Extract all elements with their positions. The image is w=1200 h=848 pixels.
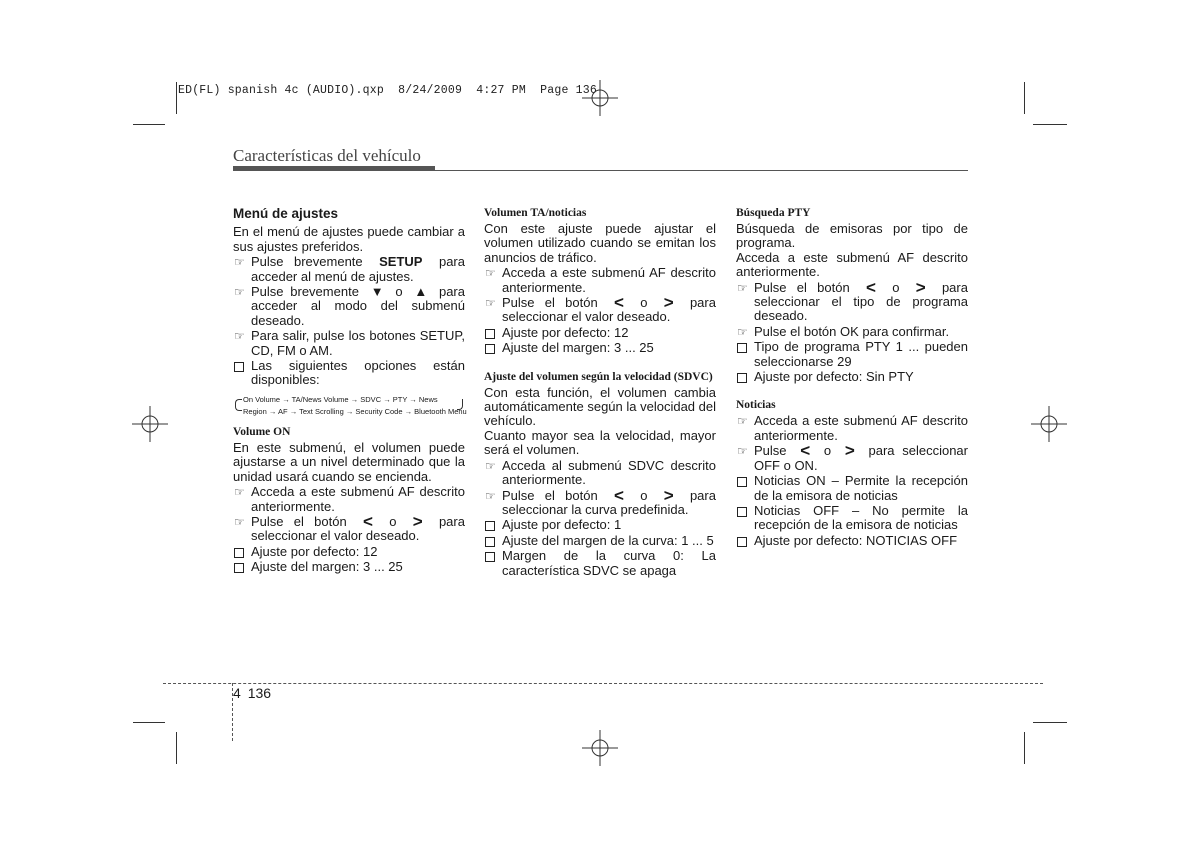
page-number-value: 136 — [247, 685, 272, 701]
checkbox-icon — [485, 552, 495, 562]
subsection-heading: Ajuste del volumen según la velocidad (SDVC) — [484, 370, 713, 383]
pointing-hand-icon: ☞ — [234, 285, 245, 300]
paragraph: Con esta función, el volumen cambia automáticamente según la velocidad del vehículo. — [484, 384, 716, 429]
paragraph: En el menú de ajustes puede cambiar a sus ajustes preferidos. — [233, 224, 465, 254]
registration-mark-top — [582, 80, 618, 116]
paragraph: Con este ajuste puede ajustar el volumen utilizado cuando se emitan los anuncios de tráfico. — [484, 221, 716, 265]
subsection-heading: Búsqueda PTY — [736, 207, 811, 219]
right-chevron-icon: > — [663, 485, 674, 505]
header-rule-thick — [233, 166, 435, 171]
flow-line-2: Region → AF → Text Scrolling → Security Code → Bluetooth Menu — [243, 406, 467, 416]
list-item: ☞ Pulse el botón < o > para seleccionar el valor deseado. — [485, 293, 716, 325]
list-item: ☞ Pulse el botón < o > para seleccionar el valor deseado. — [234, 511, 465, 544]
list-item: ☞ Acceda al submenú SDVC descrito anteriormente. — [485, 457, 716, 488]
right-chevron-icon: > — [915, 277, 926, 297]
header-rule-thin — [435, 170, 968, 171]
section-number: 4 — [233, 685, 241, 701]
list-item: Margen de la curva 0: La característica SDVC se apaga — [484, 549, 716, 578]
crop-mark — [176, 82, 177, 114]
left-chevron-icon: < — [614, 293, 624, 313]
checkbox-icon — [485, 521, 495, 531]
down-triangle-icon: ▼ — [370, 284, 384, 300]
pointing-hand-icon: ☞ — [234, 514, 245, 529]
flow-bracket-left — [235, 399, 242, 411]
pointing-hand-icon: ☞ — [485, 296, 496, 311]
section-heading: Menú de ajustes — [233, 206, 339, 221]
list-item: ☞ Pulse < o > para seleccionar OFF o ON. — [737, 441, 968, 473]
list-item: ☞ Pulse el botón < o > para seleccionar el tipo de programa deseado. — [737, 277, 968, 324]
list-item: ☞ Pulse brevemente ▼ o ▲ para acceder al modo del submenú deseado. — [234, 284, 465, 328]
subsection-heading: Volumen TA/noticias — [484, 207, 587, 219]
checkbox-icon — [485, 329, 495, 339]
list-item: ☞ Pulse el botón OK para confirmar. — [737, 323, 950, 339]
list-item: Noticias ON – Permite la recepción de la emisora de noticias — [736, 474, 968, 503]
checkbox-icon — [485, 344, 495, 354]
crop-mark — [133, 124, 165, 125]
list-item: Ajuste por defecto: 1 — [484, 518, 716, 532]
pointing-hand-icon: ☞ — [485, 458, 496, 473]
checkbox-icon — [737, 477, 747, 487]
list-item: ☞ Acceda a este submenú AF descrito anteriormente. — [737, 413, 968, 443]
pointing-hand-icon: ☞ — [234, 485, 245, 500]
print-slug: ED(FL) spanish 4c (AUDIO).qxp 8/24/2009 4:27 PM Page 136 — [178, 84, 597, 97]
subsection-heading: Volume ON — [233, 425, 291, 438]
column-3 — [736, 207, 968, 549]
checkbox-icon — [737, 373, 747, 383]
left-chevron-icon: < — [866, 277, 876, 297]
right-chevron-icon: > — [412, 511, 423, 531]
list-item: Ajuste del margen de la curva: 1 ... 5 — [484, 534, 716, 548]
pointing-hand-icon: ☞ — [737, 414, 748, 429]
list-item: Ajuste por defecto: Sin PTY — [736, 370, 968, 384]
footer-dashed-rule — [163, 683, 1043, 684]
list-item: Ajuste por defecto: 12 — [484, 326, 716, 340]
list-item: Ajuste por defecto: NOTICIAS OFF — [736, 534, 968, 548]
list-item: Ajuste por defecto: 12 — [233, 545, 465, 559]
pointing-hand-icon: ☞ — [234, 255, 245, 270]
checkbox-icon — [737, 343, 747, 353]
column-1 — [233, 207, 465, 576]
list-item: ☞ Acceda a este submenú AF descrito anteriormente. — [234, 484, 465, 514]
checkbox-icon — [737, 507, 747, 517]
pointing-hand-icon: ☞ — [485, 266, 496, 281]
left-chevron-icon: < — [363, 511, 373, 531]
left-chevron-icon: < — [800, 441, 811, 461]
checkbox-icon — [737, 537, 747, 547]
pointing-hand-icon: ☞ — [737, 280, 748, 295]
list-item: Ajuste del margen: 3 ... 25 — [484, 341, 716, 355]
checkbox-icon — [234, 362, 244, 372]
list-item: ☞ Pulse brevemente SETUP para acceder al menú de ajustes. — [234, 254, 465, 284]
left-chevron-icon: < — [614, 485, 624, 505]
list-item: ☞ Acceda a este submenú AF descrito anteriormente. — [485, 265, 716, 295]
list-item: ☞ Pulse el botón < o > para seleccionar la curva predefinida. — [485, 485, 716, 517]
pointing-hand-icon: ☞ — [737, 324, 748, 339]
paragraph: En este submenú, el volumen puede ajustarse a un nivel determinado que la unidad usará cuando se encienda. — [233, 439, 465, 484]
column-2 — [484, 207, 716, 579]
list-item: Tipo de programa PTY 1 ... pueden seleccionarse 29 — [736, 340, 968, 369]
page-number — [233, 685, 271, 701]
right-chevron-icon: > — [663, 293, 674, 313]
up-triangle-icon: ▲ — [414, 284, 428, 300]
flow-bracket-right — [457, 399, 463, 410]
pointing-hand-icon: ☞ — [234, 329, 245, 344]
crop-mark — [1033, 722, 1067, 723]
right-chevron-icon: > — [844, 441, 855, 461]
pointing-hand-icon: ☞ — [485, 488, 496, 503]
crop-mark — [1024, 732, 1025, 764]
list-item: Ajuste del margen: 3 ... 25 — [233, 560, 465, 574]
crop-mark — [1024, 82, 1025, 114]
checkbox-icon — [485, 537, 495, 547]
list-item: ☞ Para salir, pulse los botones SETUP, CD, FM o AM. — [234, 328, 465, 358]
setup-key-label: SETUP — [379, 254, 423, 270]
registration-mark-left — [132, 406, 168, 442]
list-item: Las siguientes opciones están disponibles: — [233, 359, 465, 388]
checkbox-icon — [234, 548, 244, 558]
list-item: Noticias OFF – No permite la recepción de la emisora de noticias — [736, 504, 968, 533]
registration-mark-right — [1031, 406, 1067, 442]
paragraph: Acceda a este submenú AF descrito anteriormente. — [736, 249, 968, 280]
pointing-hand-icon: ☞ — [737, 444, 748, 459]
flow-line-1: On Volume → TA/News Volume → SDVC → PTY → News — [243, 394, 438, 404]
paragraph: Cuanto mayor sea la velocidad, mayor será el volumen. — [484, 427, 716, 458]
crop-mark — [133, 722, 165, 723]
crop-mark — [176, 732, 177, 764]
crop-mark — [1033, 124, 1067, 125]
registration-mark-bottom — [582, 730, 618, 766]
paragraph: Búsqueda de emisoras por tipo de programa. — [736, 221, 968, 251]
running-header-title: Características del vehículo — [233, 146, 421, 165]
subsection-heading: Noticias — [736, 399, 776, 412]
menu-flow-diagram — [233, 394, 465, 418]
checkbox-icon — [234, 563, 244, 573]
